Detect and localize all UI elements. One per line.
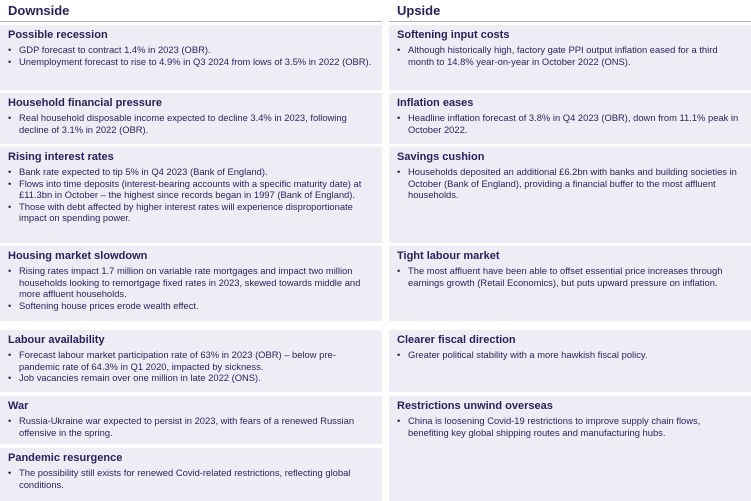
bullet-list — [8, 166, 374, 224]
section-tight-labour-market — [389, 246, 751, 321]
upside-column — [389, 0, 751, 438]
bullet-item: • Unemployment forecast to rise to 4.9% in Q3 2024 from lows of 3.5% in 2022 (OBR). — [8, 56, 374, 68]
bullet-item: • The most affluent have been able to offset essential price increases through earnings growth (Retail Economics), but puts upward pressure on inflation. — [397, 265, 743, 288]
section-pandemic-resurgence — [0, 448, 382, 501]
section-savings-cushion — [389, 147, 751, 243]
bullet-item: • Job vacancies remain over one million in late 2022 (ONS). — [8, 372, 374, 384]
bullet-list — [8, 415, 374, 438]
section-title: Household financial pressure — [8, 97, 163, 109]
bullet-list — [397, 349, 743, 361]
bullet-item: • Real household disposable income expected to decline 3.4% in 2023, following decline of 3.1% in 2022 (OBR). — [8, 112, 374, 135]
section-household-financial-pressure — [0, 93, 382, 144]
bullet-item: • Greater political stability with a more hawkish fiscal policy. — [397, 349, 743, 361]
section-title: Rising interest rates — [8, 151, 114, 163]
section-rising-interest-rates — [0, 147, 382, 243]
downside-column — [0, 0, 382, 490]
section-war — [0, 396, 382, 444]
bullet-item: • Although historically high, factory gate PPI output inflation eased for a third month to 14.8% year-on-year in October 2022 (ONS). — [397, 44, 743, 67]
section-possible-recession — [0, 25, 382, 90]
section-title: Labour availability — [8, 334, 105, 346]
section-housing-market-slowdown — [0, 246, 382, 321]
bullet-list — [8, 349, 374, 384]
section-restrictions-unwind-overseas — [389, 396, 751, 501]
bullet-list — [8, 112, 374, 135]
section-title: Tight labour market — [397, 250, 500, 262]
bullet-list — [397, 415, 743, 438]
downside-header: Downside — [0, 0, 382, 22]
bullet-list — [8, 265, 374, 311]
section-title: Softening input costs — [397, 29, 510, 41]
bullet-list — [397, 112, 743, 135]
section-title: Housing market slowdown — [8, 250, 148, 262]
bullet-item: • Headline inflation forecast of 3.8% in Q4 2023 (OBR), down from 11.1% peak in October 2022. — [397, 112, 743, 135]
section-title: Savings cushion — [397, 151, 485, 163]
bullet-item: • Those with debt affected by higher interest rates will experience disproportionate impact on spending power. — [8, 201, 374, 224]
bullet-list — [8, 44, 374, 67]
bullet-item: • Households deposited an additional £6.2bn with banks and building societies in October (Bank of England), providing a financial buffer to the most affluent households. — [397, 166, 743, 201]
section-title: Restrictions unwind overseas — [397, 400, 553, 412]
bullet-list — [8, 467, 374, 490]
section-title: Pandemic resurgence — [8, 452, 123, 464]
section-softening-input-costs — [389, 25, 751, 90]
bullet-item: • China is loosening Covid-19 restrictions to improve supply chain flows, benefiting key global shipping routes and manufacturing hubs. — [397, 415, 743, 438]
bullet-item: • GDP forecast to contract 1.4% in 2023 (OBR). — [8, 44, 374, 56]
section-title: Clearer fiscal direction — [397, 334, 516, 346]
section-title: War — [8, 400, 29, 412]
section-clearer-fiscal-direction — [389, 330, 751, 392]
section-inflation-eases — [389, 93, 751, 144]
bullet-item: • Russia-Ukraine war expected to persist in 2023, with fears of a renewed Russian offensive in the spring. — [8, 415, 374, 438]
section-labour-availability — [0, 330, 382, 392]
bullet-list — [397, 44, 743, 67]
bullet-list — [397, 166, 743, 201]
bullet-list — [397, 265, 743, 288]
bullet-item: • Flows into time deposits (interest-bearing accounts with a specific maturity date) at £11.3bn in October – the highest since records began in 1997 (Bank of England). — [8, 178, 374, 201]
bullet-item: • Bank rate expected to tip 5% in Q4 2023 (Bank of England). — [8, 166, 374, 178]
bullet-item: • The possibility still exists for renewed Covid-related restrictions, reflecting global conditions. — [8, 467, 374, 490]
bullet-item: • Rising rates impact 1.7 million on variable rate mortgages and impact two million households looking to remortgage fixed rates in 2023, skewed towards middle and more affluent households. — [8, 265, 374, 300]
bullet-item: • Forecast labour market participation rate of 63% in 2023 (OBR) – below pre-pandemic rate of 64.3% in Q1 2020, impacted by sickness. — [8, 349, 374, 372]
section-title: Possible recession — [8, 29, 108, 41]
upside-header: Upside — [389, 0, 751, 22]
section-title: Inflation eases — [397, 97, 474, 109]
bullet-item: • Softening house prices erode wealth effect. — [8, 300, 374, 312]
